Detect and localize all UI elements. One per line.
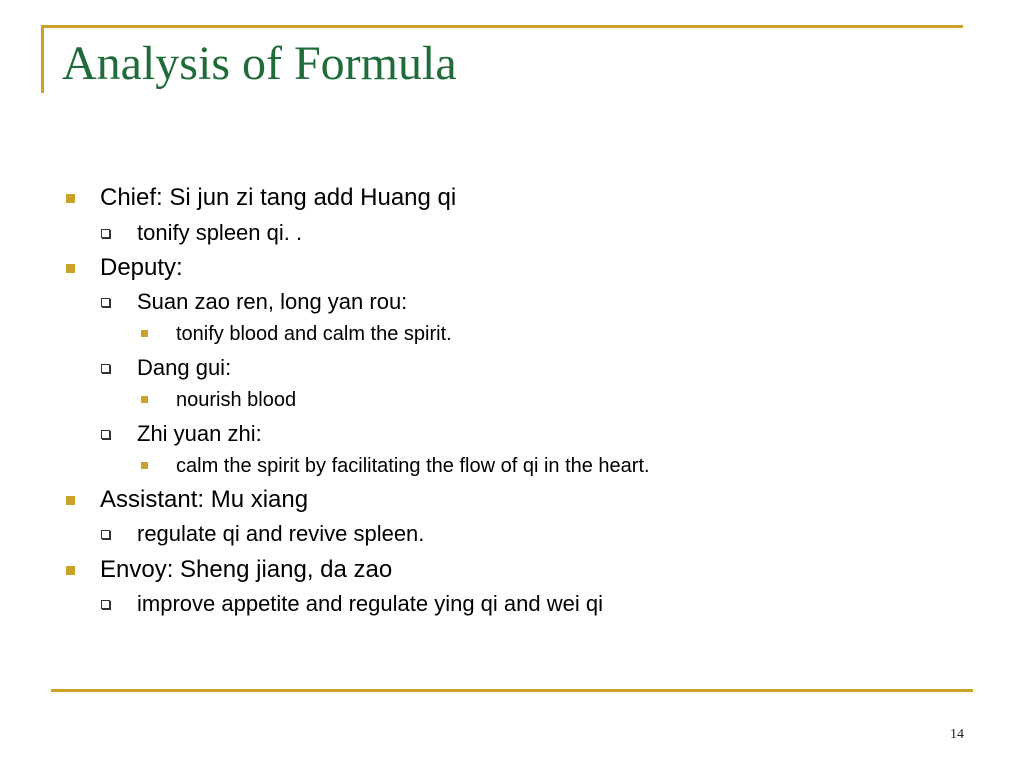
outline-item-suan-zao-ren: Suan zao ren, long yan rou: xyxy=(137,289,408,314)
outline-item-dang-gui: Dang gui: xyxy=(137,355,232,380)
square-bullet-icon xyxy=(66,264,75,273)
outline-item-zhi-yuan-zhi: Zhi yuan zhi: xyxy=(137,421,262,446)
square-bullet-icon xyxy=(66,566,75,575)
outline-item-deputy: Deputy: xyxy=(100,254,183,281)
hollow-square-bullet-icon xyxy=(101,430,110,439)
outline-item-chief-detail: tonify spleen qi. . xyxy=(137,220,303,245)
bottom-border-line xyxy=(51,689,973,692)
outline-item-chief: Chief: Si jun zi tang add Huang qi xyxy=(100,184,457,211)
hollow-square-bullet-icon xyxy=(101,600,110,609)
square-bullet-icon xyxy=(66,194,75,203)
square-bullet-icon xyxy=(141,396,148,403)
hollow-square-bullet-icon xyxy=(101,364,110,373)
outline-item-assistant: Assistant: Mu xiang xyxy=(100,486,309,513)
hollow-square-bullet-icon xyxy=(101,298,110,307)
outline-item-envoy-detail: improve appetite and regulate ying qi and wei qi xyxy=(137,591,603,616)
outline-item-suan-zao-ren-detail: tonify blood and calm the spirit. xyxy=(176,323,452,345)
page-number: 14 xyxy=(950,727,964,742)
outline-item-dang-gui-detail: nourish blood xyxy=(176,389,297,411)
outline-item-envoy: Envoy: Sheng jiang, da zao xyxy=(100,556,393,583)
square-bullet-icon xyxy=(66,496,75,505)
hollow-square-bullet-icon xyxy=(101,530,110,539)
square-bullet-icon xyxy=(141,330,148,337)
square-bullet-icon xyxy=(141,462,148,469)
outline-item-zhi-yuan-zhi-detail: calm the spirit by facilitating the flow of qi in the heart. xyxy=(176,455,650,477)
slide-title: Analysis of Formula xyxy=(62,37,457,90)
outline-item-assistant-detail: regulate qi and revive spleen. xyxy=(137,521,425,546)
hollow-square-bullet-icon xyxy=(101,229,110,238)
